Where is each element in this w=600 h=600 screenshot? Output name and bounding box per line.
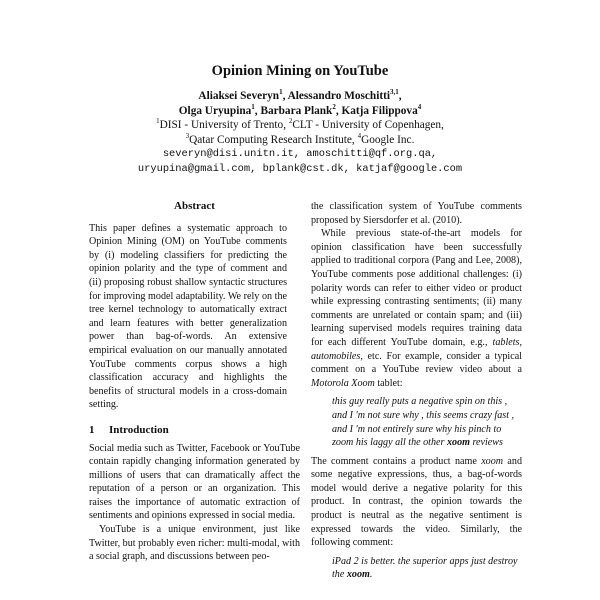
author-sup: 4	[417, 102, 422, 111]
author-block	[0, 89, 600, 177]
right-column	[311, 200, 522, 587]
author-name: Barbara Plank	[260, 104, 333, 117]
author-sup: 2	[332, 102, 336, 111]
example-quote: this guy really puts a negative spin on this , and I 'm not sure why , this seems crazy fast , and I 'm not entirely sure why his pinch to zoom his laggy all the other xoom reviews	[332, 396, 515, 449]
paragraph: Social media such as Twitter, Facebook or YouTube contain rapidly changing information generated by millions of users that can dramatically affect the reputation of a person or an organization. This raises the importance of automatic extraction of sentiments and opinions expressed in social media.	[89, 442, 300, 522]
author-name: Aliaksei Severyn	[198, 90, 280, 102]
author-name: Alessandro Moschitti	[287, 90, 390, 102]
author-sup: 1	[251, 102, 255, 111]
author-line-1: Aliaksei Severyn$^1$, Alessandro Moschitti$^{3,1}$,	[198, 88, 402, 102]
left-column	[89, 200, 300, 564]
paragraph: The comment contains a product name xoom and some negative expressions, thus, a bag-of-words model would derive a negative polarity for this product. In contrast, the opinion towards the product is neutral as the negative sentiment is expressed towards the video. Similarly, the following comment:	[311, 455, 522, 549]
affiliation-line-1: $^1$DISI - University of Trento, $^2$CLT - University of Copenhagen,	[156, 117, 444, 132]
affiliation-line-2: $^3$Qatar Computing Research Institute, $^4$Google Inc.	[185, 132, 415, 146]
section-heading: 1 Introduction	[89, 423, 169, 436]
author-name: Katja Filippova	[341, 104, 418, 117]
author-name: Olga Uryupina	[178, 104, 252, 117]
paragraph: the classification system of YouTube comments proposed by Siersdorfer et al. (2010).	[311, 201, 522, 226]
author-line-2: Olga Uryupina$^1$, Barbara Plank$^2$, Katja Filippova$^4$	[178, 102, 422, 117]
email-line-2: uryupina@gmail.com, bplank@cst.dk, katjaf@google.com	[137, 162, 463, 175]
abstract-text: This paper defines a systematic approach to Opinion Mining (OM) on YouTube comments by (i) modeling classifiers for predicting the opinion polarity and the type of comment and (ii) proposing robust shallow syntactic structures for improving model adaptability. We rely on the tree kernel technology to automatically extract and learn features with better generalization power than bag-of-words. An extensive empirical evaluation on our manually annotated YouTube comments corpus shows a high classification accuracy and highlights the benefits of structural models in a cross-domain setting.	[89, 222, 287, 411]
email-line-1: severyn@disi.unitn.it, amoschitti@qf.org.qa,	[162, 148, 438, 161]
author-sup: 1	[279, 88, 283, 97]
abstract-heading: Abstract	[174, 200, 215, 212]
example-quote: iPad 2 is better. the superior apps just destroy the xoom.	[332, 555, 518, 581]
author-sup: 3,1	[390, 88, 399, 97]
paragraph: YouTube is a unique environment, just like Twitter, but probably even richer: multi-modal, with a social graph, and discussions between peo-	[89, 524, 300, 563]
paragraph: While previous state-of-the-art models for opinion classification have been successfully applied to traditional corpora (Pang and Lee, 2008), YouTube comments pose additional challenges: (i) polarity words can refer to either video or product while expressing contrasting sentiments; (ii) many comments are unrelated or contain spam; and (iii) learning supervised models requires training data for each different YouTube domain, e.g., tablets, automobiles, etc. For example, consider a typical comment on a YouTube review video about a Motorola Xoom tablet:	[311, 228, 522, 389]
paper-title: Opinion Mining on YouTube	[211, 63, 389, 79]
